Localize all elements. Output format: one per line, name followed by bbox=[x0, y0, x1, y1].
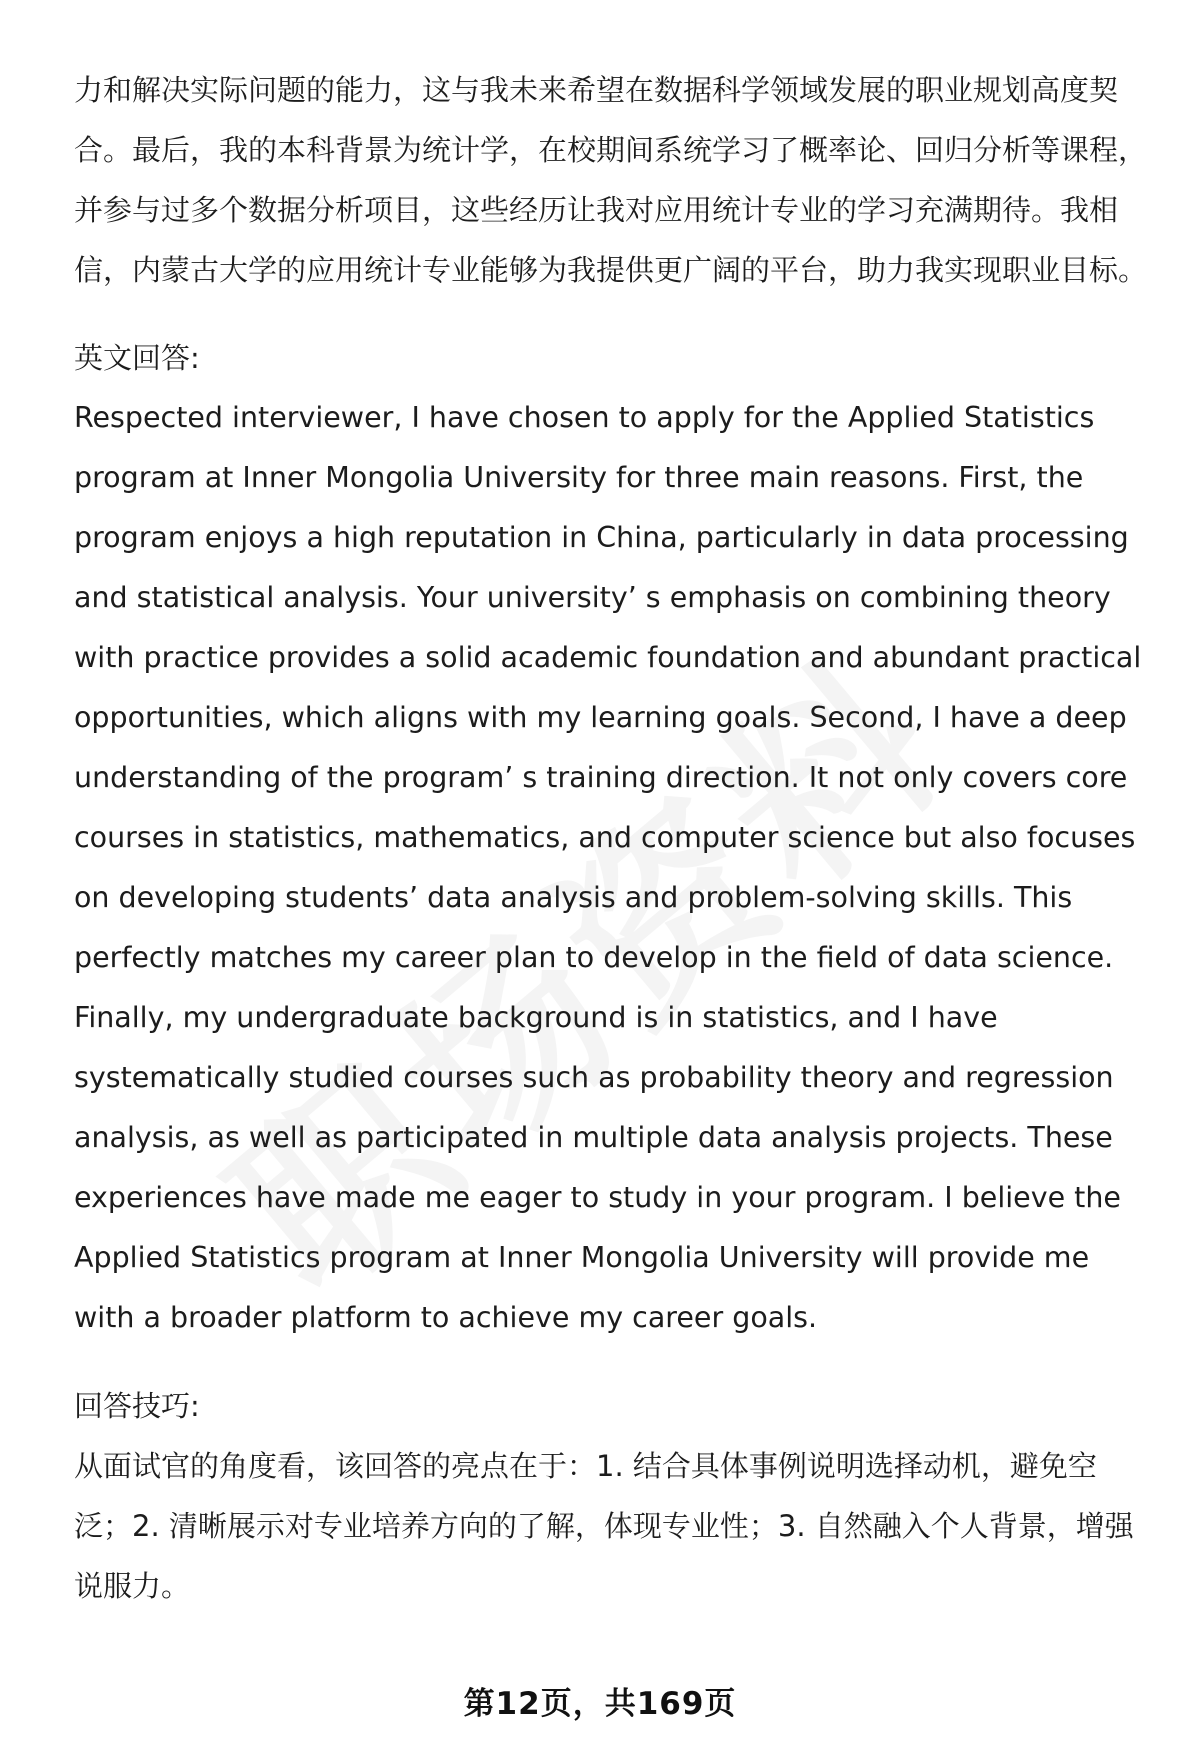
page-indicator: 第12页，共169页 bbox=[463, 1686, 737, 1722]
english-answer-label: 英文回答: bbox=[74, 341, 200, 375]
english-answer: Respected interviewer, I have chosen to apply for the Applied Statistics program at Inner Mongolia University for three main reasons. First, the program enjoys a high reputation in China, particularly in data processing and statistical analysis. Your university’ s emphasis on combining theory with practice provides a solid academic foundation and abundant practical opportunities, which aligns with my learning goals. Second, I have a deep understanding of the program’ s training direction. It not only covers core courses in statistics, mathematics, and computer science but also focuses on developing students’ data analysis and problem-solving skills. This perfectly matches my career plan to develop in the field of data science. Finally, my undergraduate background is in statistics, and I have systematically studied courses such as probability theory and regression analysis, as well as participated in multiple data analysis projects. These experiences have made me eager to study in your program. I believe the Applied Statistics program at Inner Mongolia University will provide me with a broader platform to achieve my career goals. bbox=[74, 401, 1142, 1334]
chinese-answer-continued: 力和解决实际问题的能力，这与我未来希望在数据科学领域发展的职业规划高度契合。最后，我的本科背景为统计学，在校期间系统学习了概率论、回归分析等课程，并参与过多个数据分析项目，这些经历让我对应用统计专业的学习充满期待。我相信，内蒙古大学的应用统计专业能够为我提供更广阔的平台，助力我实现职业目标。 bbox=[74, 73, 1148, 287]
document-content bbox=[74, 60, 1154, 1616]
tips-label: 回答技巧: bbox=[74, 1389, 200, 1423]
tips-text: 从面试官的角度看，该回答的亮点在于：1. 结合具体事例说明选择动机，避免空泛；2. 清晰展示对专业培养方向的了解，体现专业性；3. 自然融入个人背景，增强说服力。 bbox=[74, 1449, 1134, 1603]
